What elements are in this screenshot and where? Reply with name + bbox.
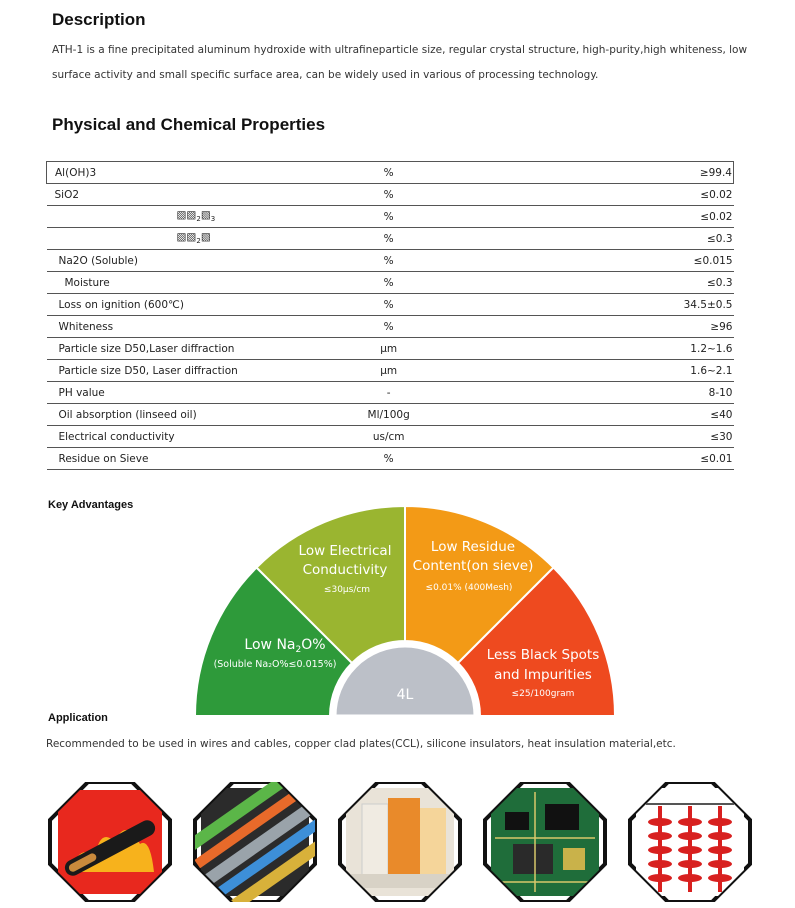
property-row bbox=[47, 404, 734, 426]
property-name: Particle size D50,Laser diffraction bbox=[47, 338, 327, 360]
property-name: Loss on ignition (600℃) bbox=[47, 294, 327, 316]
fire-cable-icon bbox=[50, 782, 170, 902]
property-unit: % bbox=[326, 228, 451, 250]
segment-low-residue-title-2: Content(on sieve) bbox=[412, 558, 534, 574]
segment-low-residue-detail: ≤0.01% (400Mesh) bbox=[425, 583, 513, 593]
property-value: 8-10 bbox=[451, 382, 733, 404]
key-advantages-title: Key Advantages bbox=[48, 499, 134, 511]
property-value: ≤0.015 bbox=[451, 250, 733, 272]
segment-low-na2o-detail: (Soluble Na₂O%≤0.015%) bbox=[213, 659, 337, 670]
property-name: Na2O (Soluble) bbox=[47, 250, 327, 272]
property-unit: % bbox=[326, 294, 451, 316]
property-row bbox=[47, 426, 734, 448]
property-name: Residue on Sieve bbox=[47, 448, 327, 470]
property-unit: % bbox=[326, 272, 451, 294]
property-unit: μm bbox=[326, 360, 451, 382]
property-value: 1.2~1.6 bbox=[451, 338, 733, 360]
property-row bbox=[47, 228, 734, 250]
property-row bbox=[47, 162, 734, 184]
application-images bbox=[40, 782, 760, 902]
property-name: Whiteness bbox=[47, 316, 327, 338]
property-name: Particle size D50, Laser diffraction bbox=[47, 360, 327, 382]
property-unit: Ml/100g bbox=[326, 404, 451, 426]
segment-low-electrical-title-2: Conductivity bbox=[302, 562, 388, 578]
property-name: Al(OH)3 bbox=[47, 162, 327, 184]
property-row bbox=[47, 448, 734, 470]
center-label: 4L bbox=[396, 687, 414, 703]
property-unit: % bbox=[326, 316, 451, 338]
property-unit: % bbox=[326, 162, 451, 184]
property-value: ≤40 bbox=[451, 404, 733, 426]
property-name: SiO2 bbox=[47, 184, 327, 206]
property-name: $▧▧_2▧_3$ bbox=[47, 206, 327, 228]
property-row bbox=[47, 382, 734, 404]
segment-low-residue-title: Low Residue bbox=[430, 539, 516, 555]
property-value: ≤0.02 bbox=[451, 206, 733, 228]
property-unit: % bbox=[326, 448, 451, 470]
silicone-insulators-icon bbox=[630, 782, 750, 902]
property-row bbox=[47, 316, 734, 338]
property-value: 34.5±0.5 bbox=[451, 294, 733, 316]
application-text: Recommended to be used in wires and cables, copper clad plates(CCL), silicone insulators, heat insulation material,etc. bbox=[46, 738, 676, 750]
segment-black-spots-title-2: and Impurities bbox=[494, 667, 592, 683]
segment-low-na2o-title: Low $Na_2O\%$ bbox=[244, 637, 326, 655]
property-value: ≤0.3 bbox=[451, 272, 733, 294]
property-unit: % bbox=[326, 250, 451, 272]
segment-black-spots-title: Less Black Spots bbox=[486, 647, 600, 663]
property-row bbox=[47, 206, 734, 228]
property-value: ≥96 bbox=[451, 316, 733, 338]
property-value: 1.6~2.1 bbox=[451, 360, 733, 382]
property-unit: % bbox=[326, 184, 451, 206]
property-name: Oil absorption (linseed oil) bbox=[47, 404, 327, 426]
property-value: ≥99.4 bbox=[451, 162, 733, 184]
description-line-1: ATH-1 is a fine precipitated aluminum hydroxide with ultrafineparticle size, regular crystal structure, high-purity,high whiteness, low bbox=[52, 44, 748, 56]
insulation-boards-icon bbox=[340, 782, 460, 902]
property-row bbox=[47, 294, 734, 316]
description-line-2: surface activity and small specific surface area, can be widely used in various of processing technology. bbox=[52, 69, 599, 81]
description-title: Description bbox=[52, 10, 146, 29]
property-value: ≤30 bbox=[451, 426, 733, 448]
properties-table bbox=[46, 161, 734, 470]
property-value: ≤0.02 bbox=[451, 184, 733, 206]
segment-low-electrical-detail: ≤30μs/cm bbox=[323, 585, 371, 595]
property-row bbox=[47, 360, 734, 382]
property-name: Electrical conductivity bbox=[47, 426, 327, 448]
property-value: ≤0.3 bbox=[451, 228, 733, 250]
property-row bbox=[47, 338, 734, 360]
property-row bbox=[47, 250, 734, 272]
wires-cables-icon bbox=[183, 782, 347, 902]
property-unit: us/cm bbox=[326, 426, 451, 448]
property-row bbox=[47, 184, 734, 206]
circuit-board-icon bbox=[485, 782, 605, 902]
property-row bbox=[47, 272, 734, 294]
property-value: ≤0.01 bbox=[451, 448, 733, 470]
property-name: PH value bbox=[47, 382, 327, 404]
property-unit: - bbox=[326, 382, 451, 404]
property-unit: % bbox=[326, 206, 451, 228]
properties-title: Physical and Chemical Properties bbox=[52, 115, 326, 134]
advantages-fan bbox=[195, 497, 615, 719]
segment-black-spots-detail: ≤25/100gram bbox=[511, 689, 575, 699]
property-name: Moisture bbox=[47, 272, 327, 294]
property-unit: μm bbox=[326, 338, 451, 360]
segment-low-electrical-title: Low Electrical bbox=[298, 543, 392, 559]
property-name: $▧▧_2▧$ bbox=[47, 228, 327, 250]
application-title: Application bbox=[48, 712, 108, 724]
